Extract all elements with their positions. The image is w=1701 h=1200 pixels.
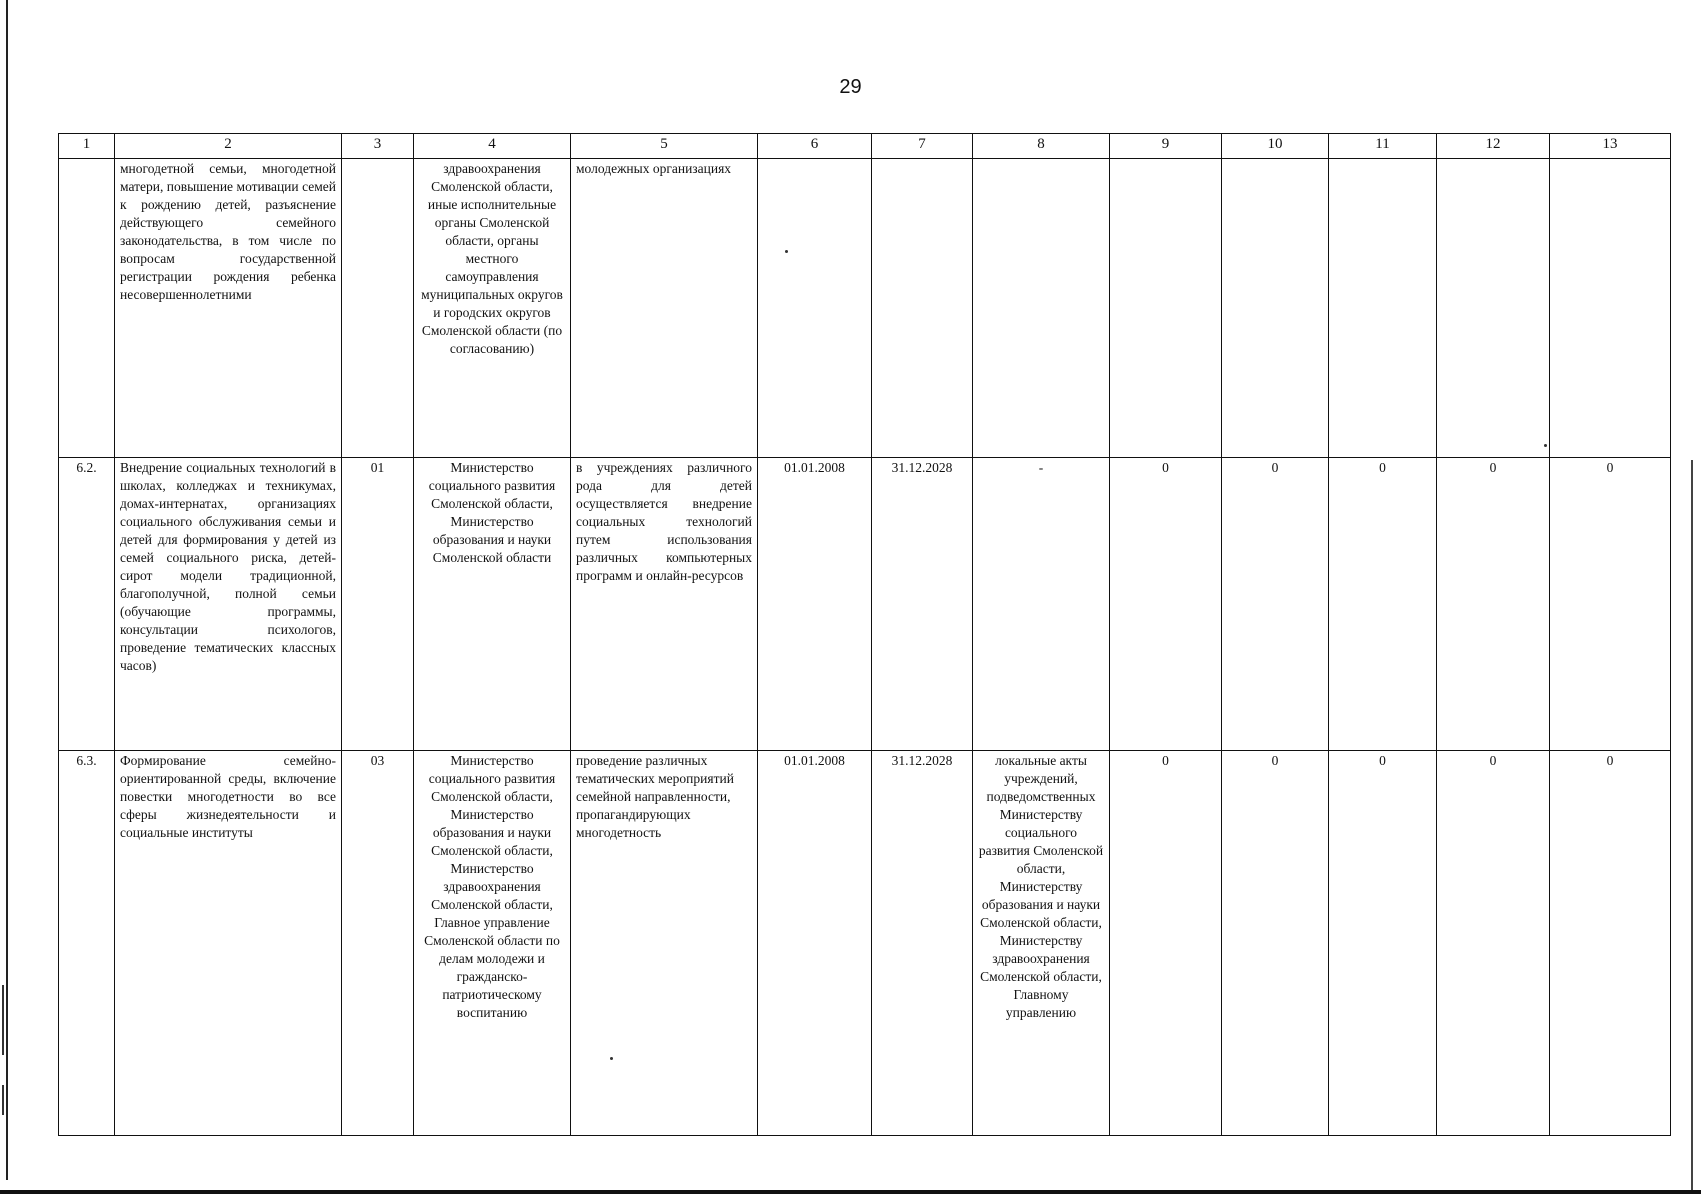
cell-executor: здравоохранения Смоленской области, иные исполнительные органы Смоленской области, органы местного самоуправления муниципальных округов и городских округов Смоленской области (по согласованию) xyxy=(414,159,571,458)
cell-end-date: 31.12.2028 xyxy=(872,458,973,751)
column-header: 13 xyxy=(1550,134,1671,159)
cell-end-date xyxy=(872,159,973,458)
cell-result: молодежных организациях xyxy=(571,159,758,458)
cell-basis xyxy=(973,159,1110,458)
table-row xyxy=(59,751,1671,1136)
scan-speck xyxy=(1544,444,1547,447)
column-header: 2 xyxy=(115,134,342,159)
cell-start-date xyxy=(758,159,872,458)
column-header: 8 xyxy=(973,134,1110,159)
cell-value: 0 xyxy=(1437,458,1550,751)
column-header: 12 xyxy=(1437,134,1550,159)
cell-number xyxy=(59,159,115,458)
cell-value: 0 xyxy=(1110,751,1222,1136)
column-header: 7 xyxy=(872,134,973,159)
cell-code xyxy=(342,159,414,458)
cell-value xyxy=(1437,159,1550,458)
column-header: 9 xyxy=(1110,134,1222,159)
scan-mark xyxy=(2,1085,4,1115)
cell-number: 6.3. xyxy=(59,751,115,1136)
cell-value: 0 xyxy=(1110,458,1222,751)
scan-mark xyxy=(2,985,4,1055)
column-header: 3 xyxy=(342,134,414,159)
cell-value: 0 xyxy=(1222,751,1329,1136)
column-header: 4 xyxy=(414,134,571,159)
cell-activity: многодетной семьи, многодетной матери, повышение мотивации семей к рождению детей, разъяснение действующего семейного законодательства, в том числе по вопросам государственной регистрации рождения ребенка несовершеннолетними xyxy=(115,159,342,458)
cell-value: 0 xyxy=(1222,458,1329,751)
cell-activity: Внедрение социальных технологий в школах, колледжах и техникумах, домах-интернатах, организациях социального обслуживания семьи и детей для формирования у детей из семей социального риска, детей-сирот модели традиционной, благополучной, полной семьи (обучающие программы, консультации психологов, проведение тематических классных часов) xyxy=(115,458,342,751)
cell-basis: - xyxy=(973,458,1110,751)
column-header: 1 xyxy=(59,134,115,159)
document-table xyxy=(58,133,1671,1136)
cell-code: 03 xyxy=(342,751,414,1136)
bottom-rule xyxy=(0,1190,1701,1194)
cell-value: 0 xyxy=(1437,751,1550,1136)
cell-start-date: 01.01.2008 xyxy=(758,458,872,751)
scan-edge-left xyxy=(6,0,8,1180)
column-header: 11 xyxy=(1329,134,1437,159)
cell-result: проведение различных тематических мероприятий семейной направленности, пропагандирующих многодетность xyxy=(571,751,758,1136)
cell-end-date: 31.12.2028 xyxy=(872,751,973,1136)
cell-value: 0 xyxy=(1550,751,1671,1136)
cell-number: 6.2. xyxy=(59,458,115,751)
cell-value xyxy=(1110,159,1222,458)
table-row xyxy=(59,458,1671,751)
cell-value xyxy=(1329,159,1437,458)
scan-speck xyxy=(610,1057,613,1060)
cell-value xyxy=(1222,159,1329,458)
cell-executor: Министерство социального развития Смоленской области, Министерство образования и науки Смоленской области xyxy=(414,458,571,751)
cell-code: 01 xyxy=(342,458,414,751)
cell-basis: локальные акты учреждений, подведомственных Министерству социального развития Смоленской области, Министерству образования и науки Смоленской области, Министерству здравоохранения Смоленской области, Главному управлению xyxy=(973,751,1110,1136)
cell-value: 0 xyxy=(1550,458,1671,751)
column-header: 10 xyxy=(1222,134,1329,159)
scan-edge-right xyxy=(1691,460,1693,1190)
cell-value xyxy=(1550,159,1671,458)
cell-start-date: 01.01.2008 xyxy=(758,751,872,1136)
cell-value: 0 xyxy=(1329,458,1437,751)
cell-activity: Формирование семейно-ориентированной среды, включение повестки многодетности во все сферы жизнедеятельности и социальные институты xyxy=(115,751,342,1136)
cell-executor: Министерство социального развития Смоленской области, Министерство образования и науки Смоленской области, Министерство здравоохранения Смоленской области, Главное управление Смоленской области по делам молодежи и гражданско-патриотическому воспитанию xyxy=(414,751,571,1136)
page-number: 29 xyxy=(839,76,862,98)
cell-result: в учреждениях различного рода для детей осуществляется внедрение социальных технологий путем использования различных компьютерных программ и онлайн-ресурсов xyxy=(571,458,758,751)
header-row xyxy=(59,134,1671,159)
cell-value: 0 xyxy=(1329,751,1437,1136)
scan-speck xyxy=(785,250,788,253)
column-header: 5 xyxy=(571,134,758,159)
column-header: 6 xyxy=(758,134,872,159)
table-row xyxy=(59,159,1671,458)
